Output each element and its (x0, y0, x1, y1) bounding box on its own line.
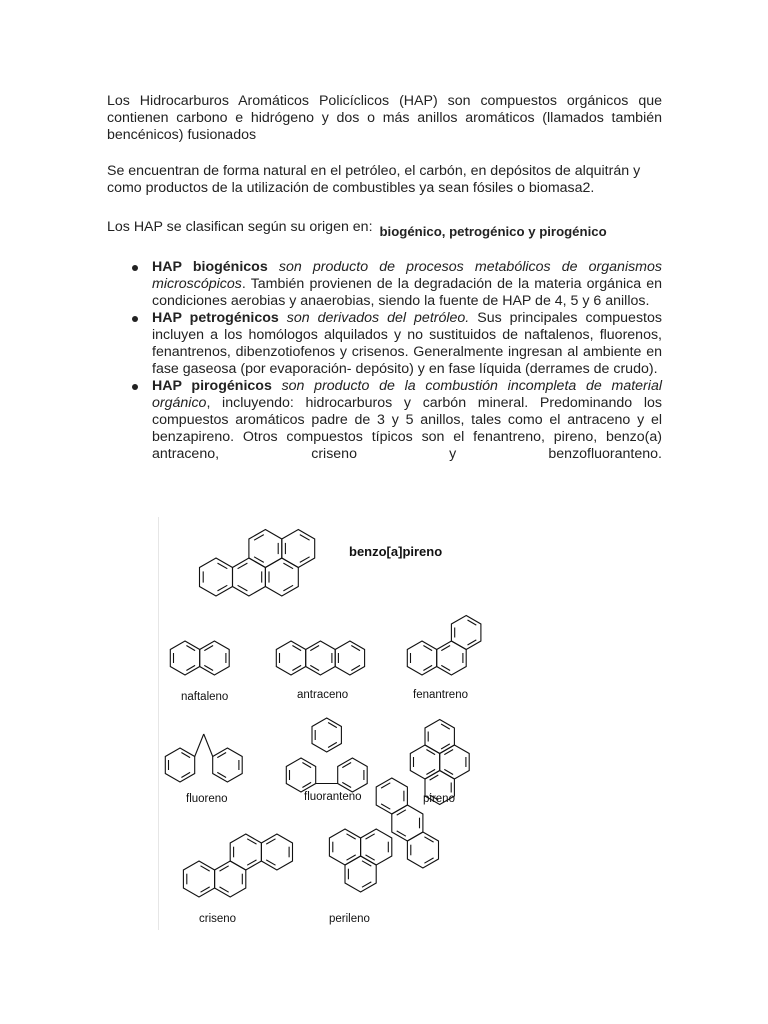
criseno-ring (215, 861, 246, 897)
benzo-a-pireno-ring (282, 530, 315, 568)
benzo-a-pireno-ring (200, 558, 233, 596)
pireno-ring (425, 720, 454, 754)
list-item-petrogenicos (107, 310, 662, 378)
molecule-diagram (159, 517, 499, 930)
fenantreno-label: fenantreno (413, 689, 468, 701)
fluoreno-bridge (204, 734, 213, 757)
bullet-text: Sus principales compuestos incluyen a los homólogos alquilados y no sustituidos de naftalenos, fluorenos, fenantrenos, dibenzotiofenos y crisenos. Generalmente ingresan al ambiente en fase gaseosa (por evaporación- depósito) y en fase líquida (derrames de crudo). (152, 310, 662, 377)
list-item-pirogenicos (107, 378, 662, 463)
pah-structures-figure (158, 517, 499, 930)
antraceno-ring (276, 641, 305, 675)
fluoreno-label: fluoreno (186, 793, 228, 805)
sources-paragraph: Se encuentran de forma natural en el petróleo, el carbón, en depósitos de alquitrán y como productos de la utilización de combustibles ya sean fósiles o biomasa2. (107, 163, 641, 196)
criseno-ring (261, 834, 292, 870)
bullet-icon (132, 316, 138, 322)
perileno-label: perileno (329, 913, 370, 925)
perileno-ring (345, 856, 376, 892)
perileno-ring (329, 829, 360, 865)
fenantreno-ring (407, 641, 436, 675)
bullet-text: , incluyendo: hidrocarburos y carbón mineral. Predominando los compuestos aromáticos padre de 3 y 5 anillos, tales como el antraceno y el benzapireno. Otros compuestos típicos son el fenantreno, pireno, benzo(a) (152, 395, 662, 445)
benzo-a-pireno-ring (249, 530, 282, 568)
intro-paragraph: Los Hidrocarburos Aromáticos Policíclicos (HAP) son compuestos orgánicos que contienen carbono e hidrógeno y dos o más anillos aromáticos (llamados también bencénicos) fusionados (107, 93, 662, 143)
bullet-text-last-line: antraceno, criseno y benzofluoranteno. (152, 446, 662, 462)
antraceno-label: antraceno (297, 689, 349, 701)
pireno-ring (440, 745, 470, 779)
criseno-ring (183, 861, 214, 897)
naftaleno-ring (200, 641, 230, 675)
classification-lead: Los HAP se clasifican según su origen en: (107, 219, 373, 235)
bullet-italic: son derivados del petróleo. (278, 310, 470, 326)
hap-types-list (107, 259, 662, 463)
fluoranteno-label: fluoranteno (304, 791, 362, 803)
perileno-ring (376, 778, 407, 814)
fluoranteno-ring (312, 718, 341, 752)
bullet-term: HAP biogénicos (152, 259, 268, 275)
criseno-label: criseno (199, 913, 237, 925)
benzo-a-pireno-label: benzo[a]pireno (349, 544, 443, 559)
fluoreno-bridge (195, 734, 204, 757)
pireno-label: pireno (423, 793, 455, 805)
bullet-italic: son producto de la combustión incompleta de material orgánico (152, 378, 662, 411)
bullet-term: HAP petrogénicos (152, 310, 279, 326)
criseno-ring (230, 834, 261, 870)
bullet-icon (132, 384, 138, 390)
classification-paragraph (107, 218, 662, 239)
pireno-ring (410, 745, 439, 779)
bullet-term: HAP pirogénicos (152, 378, 272, 394)
naftaleno-label: naftaleno (181, 691, 229, 703)
list-item-biogenicos (107, 259, 662, 310)
fluoreno-ring (165, 748, 194, 782)
fluoranteno-ring (286, 758, 315, 792)
classification-types: biogénico, petrogénico y pirogénico (379, 224, 607, 239)
perileno-ring (361, 829, 392, 865)
fenantreno-ring (437, 641, 467, 675)
antraceno-ring (335, 641, 364, 675)
antraceno-ring (306, 641, 336, 675)
molecule-bonds (165, 530, 481, 898)
perileno-ring (392, 805, 423, 841)
fluoreno-ring (213, 748, 243, 782)
fluoranteno-ring (338, 758, 368, 792)
perileno-ring (407, 832, 438, 868)
benzo-a-pireno-ring (233, 558, 266, 596)
bullet-icon (132, 265, 138, 271)
bullet-text: . También provienen de la degradación de la materia orgánica en condiciones aerobias y anaerobias, siendo la fuente de HAP de 4, 5 y 6 anillos. (152, 276, 662, 309)
fenantreno-ring (451, 616, 481, 650)
benzo-a-pireno-ring (265, 558, 298, 596)
naftaleno-ring (170, 641, 199, 675)
bullet-italic: son producto de procesos metabólicos de organismos microscópicos (152, 259, 662, 292)
